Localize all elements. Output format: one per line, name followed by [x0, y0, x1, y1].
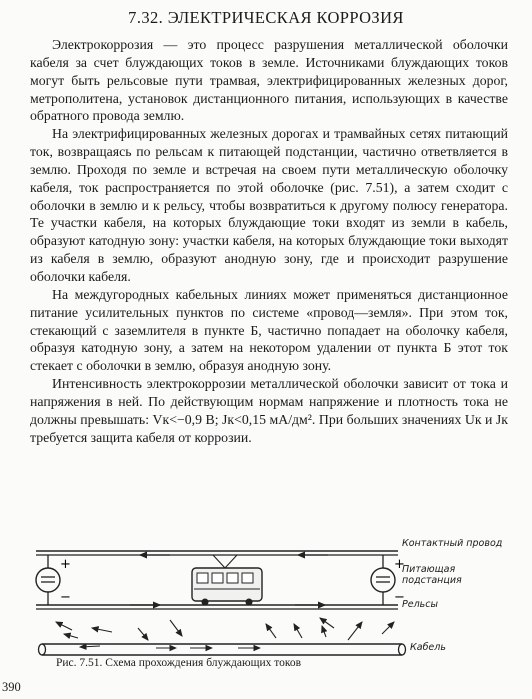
paragraph-electrocorrosion-definition: Электрокоррозия — это процесс разрушения металлической оболочки кабеля за счет блуждающих токов в земле. Источниками блуждающих токов могут быть рельсовые пути трамвая, электрифицированных железных дорог, метрополитена, установок дистанционного питания, использующих в качестве обратного провода землю. [30, 37, 508, 124]
contact-wire [36, 551, 398, 555]
left-substation-generator [36, 555, 60, 605]
contact-wire-label: Контактный провод [402, 538, 503, 549]
right-substation-generator [371, 555, 395, 605]
rails-label: Рельсы [402, 599, 438, 610]
cable-label: Кабель [410, 642, 446, 653]
body-text [30, 36, 508, 446]
figure-stray-currents [30, 538, 508, 668]
tram-icon [192, 555, 262, 606]
figure-caption: Рис. 7.51. Схема прохождения блуждающих токов [56, 657, 302, 669]
page-number: 390 [2, 680, 21, 694]
paragraph-norms: Интенсивность электрокоррозии металлической оболочки зависит от тока и напряжения в ней. По действующим нормам напряжение и плотность тока не должны превышать: Vк<−0,9 В; Jк<0,15 мА/дм². При больших значениях Uк и Jк требуется защита кабеля от коррозии. [30, 376, 508, 445]
paragraph-remote-power: На междугородных кабельных линиях может применяться дистанционное питание усилительных пунктов по системе «провод—земля». При этом ток, стекающий с заземлителя в пункте Б, частично попадает на оболочку кабеля, образуя катодную зону, а затем на некотором удалении от пункта Б этот ток стекает с оболочки в землю, образуя анодную зону. [30, 286, 508, 374]
rails [36, 605, 398, 609]
plus-sign: + [394, 557, 405, 572]
minus-sign: − [394, 590, 405, 605]
minus-sign: − [60, 590, 71, 605]
paragraph-railway-currents: На электрифицированных железных дорогах и трамвайных сетях питающий ток, возвращаясь по рельсам к питающей подстанции, частично ответвляется в землю. Проходя по земле и встречая на своем пути металлическую оболочку кабеля, ток распространяется по этой оболочке (рис. 7.51), а затем сходит с оболочки в землю и к рельсу, чтобы возвратиться к другому полюсу генератора. Те участки кабеля, на которых блуждающие токи входят из земли в кабель, образуют катодную зону: участки кабеля, на которых блуждающие токи выходят из кабеля в землю, образуют анодную зону, где и происходит разрушение оболочки кабеля. [30, 126, 508, 284]
section-title: 7.32. ЭЛЕКТРИЧЕСКАЯ КОРРОЗИЯ [128, 8, 404, 27]
substation-label: Питающая подстанция [402, 564, 462, 586]
plus-sign: + [60, 557, 71, 572]
cable-sheath [39, 644, 406, 655]
